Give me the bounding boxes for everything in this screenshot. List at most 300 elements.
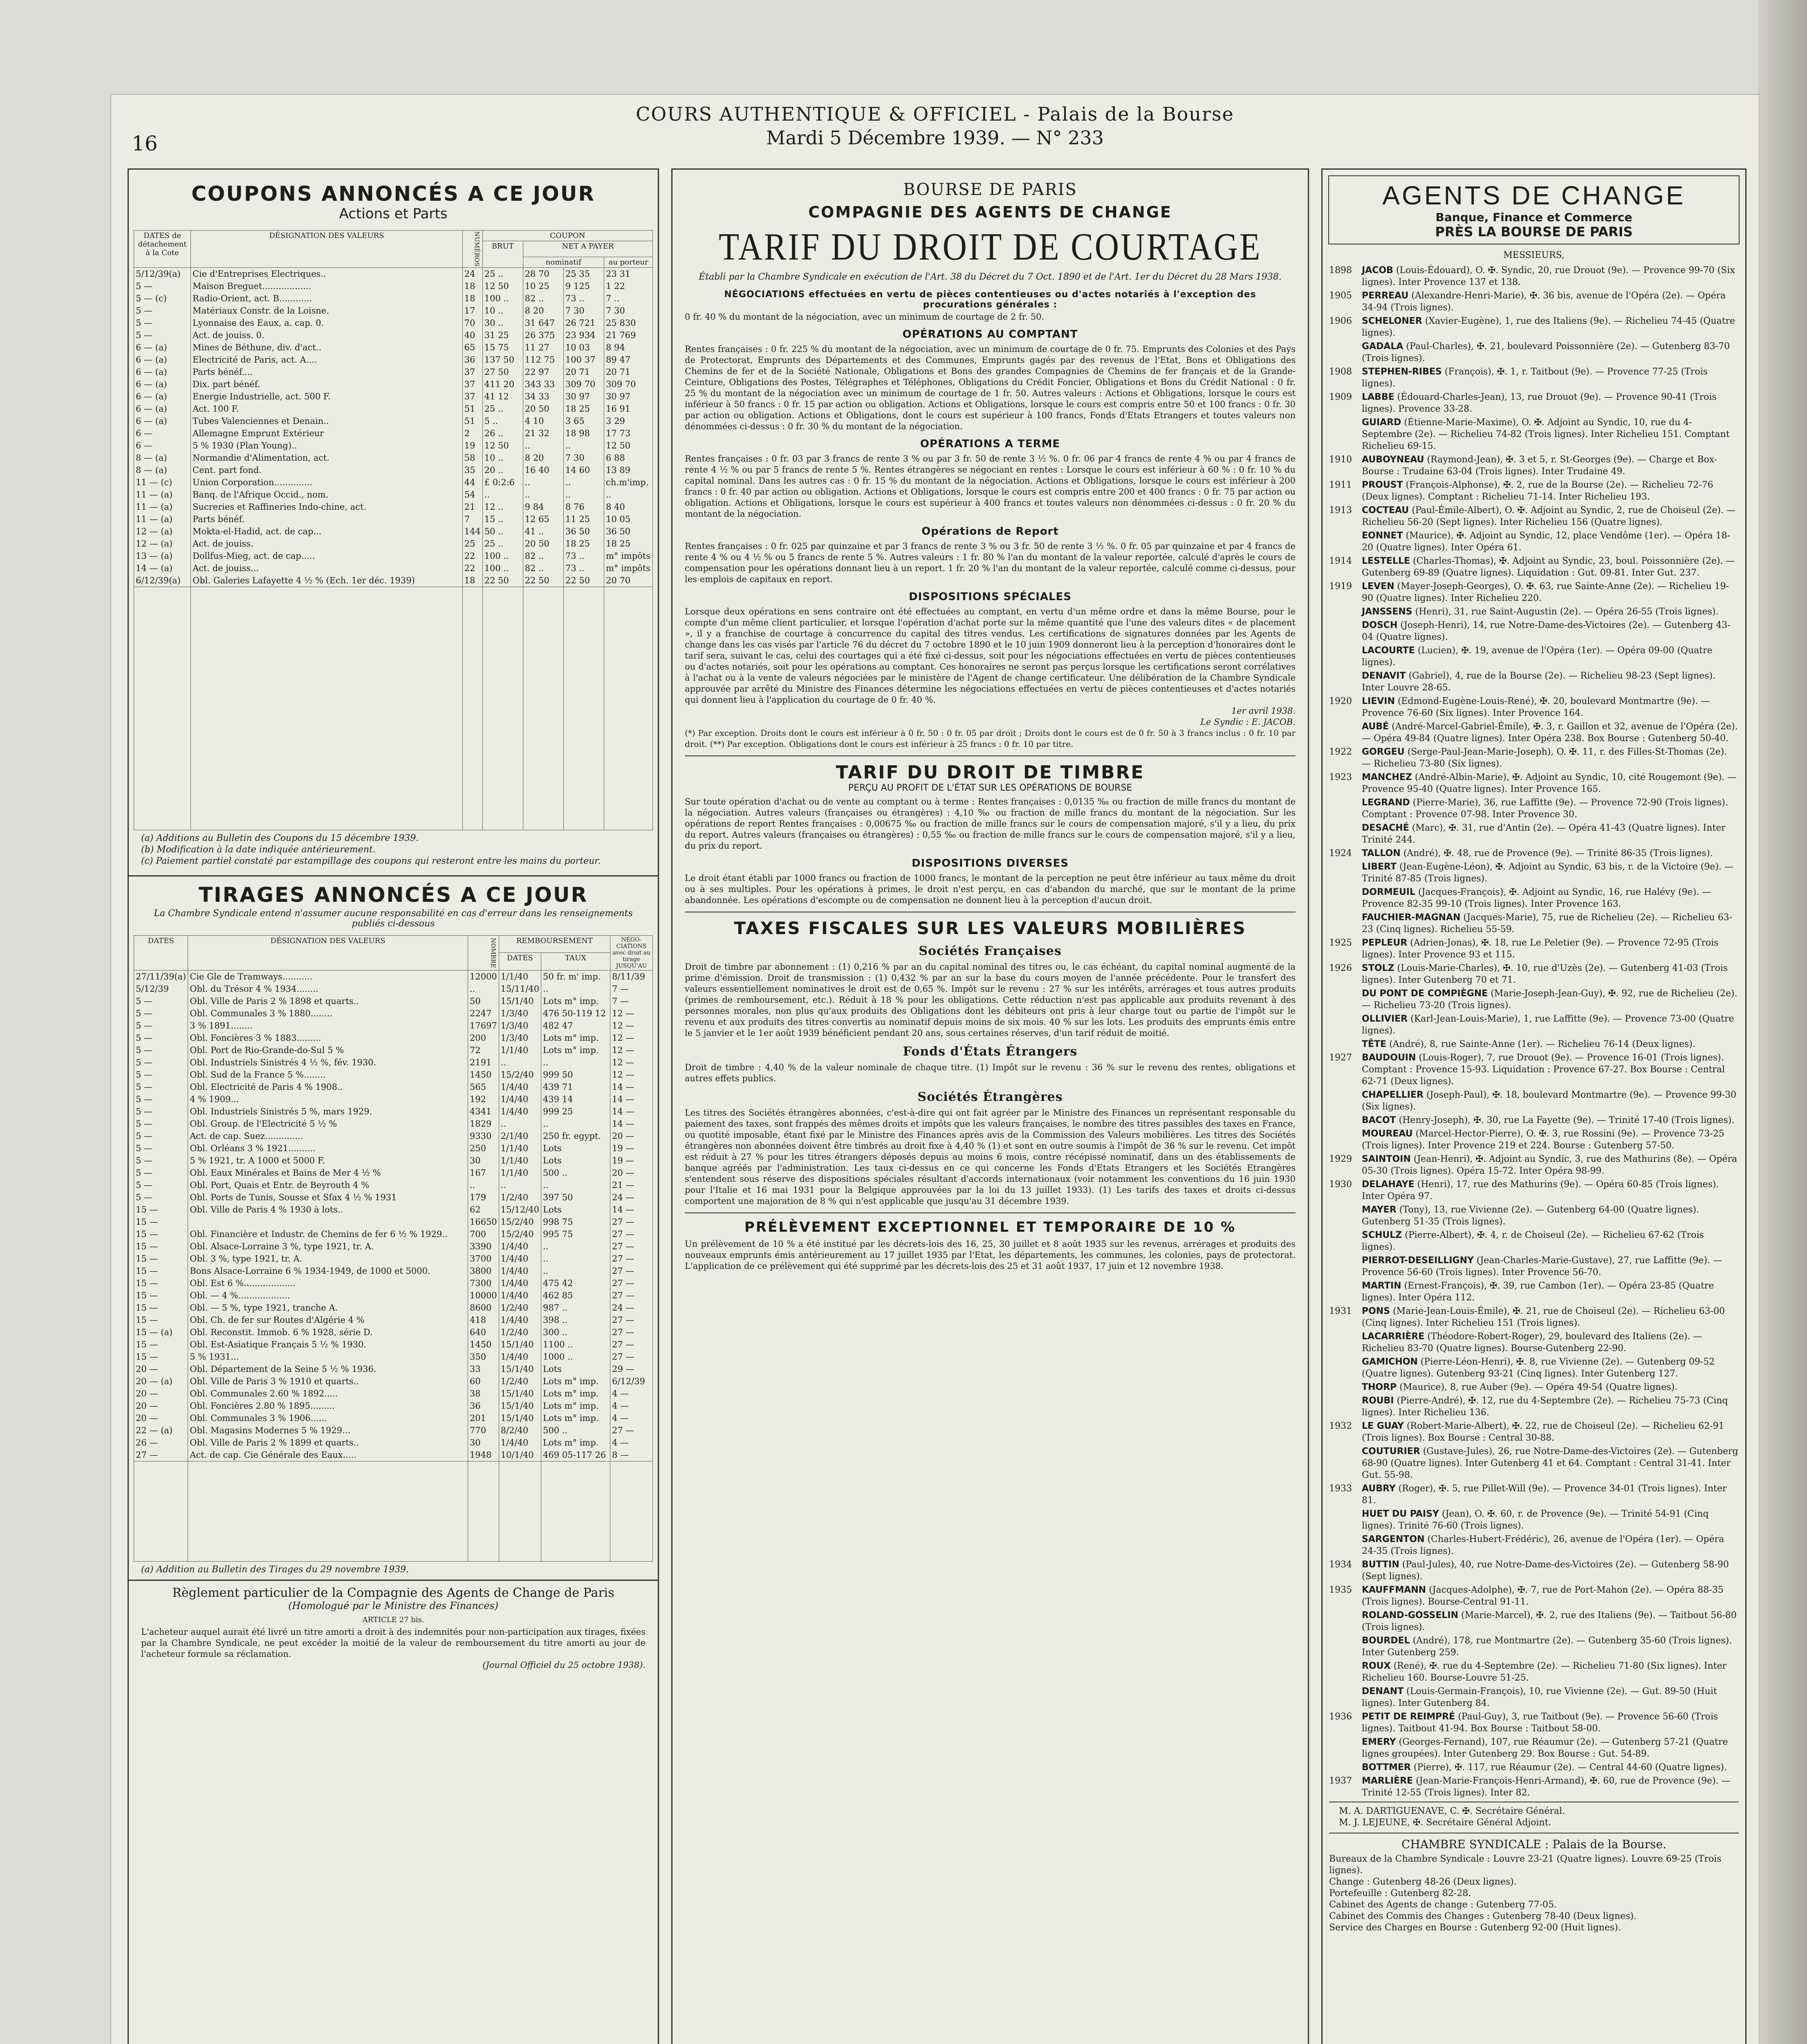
tirage-cell: Obl. Sud de la France 5 %........	[188, 1069, 468, 1081]
tirage-row	[134, 1130, 653, 1142]
tirage-cell: ..	[499, 1056, 541, 1069]
coupon-row	[134, 305, 653, 317]
reglement-article: ARTICLE 27 bis.	[362, 1615, 424, 1624]
coupon-cell: Normandie d'Alimentation, act.	[191, 452, 463, 464]
coupon-cell: 7 30	[563, 452, 604, 464]
tirage-cell: 15 —	[134, 1302, 188, 1314]
coupon-cell: ..	[563, 439, 604, 452]
tirage-cell: 7300	[468, 1277, 499, 1289]
coupon-cell: Lyonnaise des Eaux, a. cap. 0.	[191, 317, 463, 329]
diverses-text: Le droit étant établi par 1000 francs ou fraction de 1000 francs, le montant de la perception ne peut être inférieur au taux même du droit ou à ses multiples. Pour les opérations à primes, le droit n'est perçu, en cas d'abandon du marché, que sur le montant de la prime abandonnée. Les opérations d'escompte ou de compensation ne donnent lieu à la perception d'aucun droit.	[685, 873, 1296, 905]
coupon-row	[134, 513, 653, 525]
tirage-cell: Obl. Group. de l'Electricité 5 ½ %	[188, 1118, 468, 1130]
tirage-cell	[188, 1216, 468, 1228]
tirage-row	[134, 1105, 653, 1118]
tirage-row	[134, 970, 653, 983]
agent-entry	[1329, 1609, 1739, 1633]
tirage-cell: ..	[541, 1265, 610, 1277]
coupon-cell: 34 33	[523, 390, 563, 403]
agent-entry	[1329, 1280, 1739, 1304]
fonds-text: Droit de timbre : 4,40 % de la valeur nominale de chaque titre. (1) Impôt sur le revenu : 36 % sur le revenu des rentes, obligations et autres effets publics.	[685, 1062, 1296, 1083]
coupon-cell: 18	[462, 292, 482, 305]
tirage-row	[134, 1314, 653, 1326]
tirages-note: (a) Addition au Bulletin des Tirages du 29 novembre 1939.	[141, 1564, 409, 1575]
tirage-cell: 1450	[468, 1338, 499, 1351]
col-designation: DÉSIGNATION DES VALEURS	[191, 231, 463, 268]
tirage-cell: Lots m° imp.	[541, 1032, 610, 1044]
tirage-cell: 8600	[468, 1302, 499, 1314]
tirage-cell: 1/4/40	[499, 1253, 541, 1265]
agent-name: AUBÉ	[1362, 722, 1389, 732]
tirage-cell: 4 —	[610, 1400, 653, 1412]
agent-entry	[1329, 886, 1739, 910]
tirage-cell: 33	[468, 1363, 499, 1375]
agent-entry	[1329, 1635, 1739, 1659]
coupon-cell: 36 50	[604, 525, 653, 538]
agent-details: (Tony), 13, rue Vivienne (2e). — Gutenberg 64-00 (Quatre lignes). Gutenberg 51-35 (Trois lignes).	[1362, 1205, 1699, 1227]
coupon-cell: 2	[462, 427, 482, 439]
tirage-cell: 5 —	[134, 1069, 188, 1081]
tirage-cell: Lots m° imp.	[541, 1044, 610, 1056]
report-text: Rentes françaises : 0 fr. 025 par quinzaine et par 3 francs de rente 3 % ou 3 fr. 50 de rente 3 ½ %. 0 fr. 05 par quinzaine et par 4 francs de rente 4 % ou 4 ½ % ou 5 francs de rente 5 %. Autres valeurs : 1 fr. 80 % l'an du montant de la valeur reportée, calculé d'après le cours de compensation pour les opérations donnant lieu à un report. 1 fr. 20 % l'an du montant de la valeur reportée, calculé comme ci-dessus, pour les emplois de capitaux en report.	[685, 541, 1296, 584]
secretary-general: M. A. DARTIGUENAVE, C. ✠. Secrétaire Général.	[1339, 1806, 1565, 1816]
agent-details: (Maurice), 8, rue Auber (9e). — Opéra 49-54 (Quatre lignes).	[1399, 1382, 1678, 1392]
coupon-row	[134, 501, 653, 513]
tirage-cell: 12000	[468, 970, 499, 983]
tirage-cell: Cie Gle de Tramways...........	[188, 970, 468, 983]
agent-name: LABBE	[1362, 392, 1394, 402]
speciales-text: Lorsque deux opérations en sens contraire ont été effectuées au comptant, en vertu d'un même ordre et dans la même Bourse, pour le compte d'un même client particulier, et lorsque l'opération d'achat porte sur la même quantité que l'une des valeurs dites « de placement », il y a franchise de courtage à concurrence du capital des titres vendus. Les certifications de signatures données par les Agents de change dans les cas visés par l'article 76 du décret du 7 octobre 1890 et le 10 juin 1909 donneront lieu à la perception d'honoraires dont le tarif sera, suivant le cas, celui des courtages qui a été fixé ci-dessus, soit pour les négociations effectuées en vertu de pièces contentieuses ou d'actes notariés, soit pour les opérations au comptant. Ces honoraires ne seront pas perçus lorsque les certifications seront corrélatives à l'achat ou à la vente de valeurs négociées par le ministère de l'Agent de change certificateur. Une délibération de la Chambre Syndicale approuvée par arrêté du Ministre des Finances détermine les négociations effectuées en vertu de pièces contentieuses et d'actes notariés qui donnent lieu à l'application du courtage de 0 fr. 40 %.	[685, 607, 1296, 705]
coupon-cell: 23 934	[563, 329, 604, 341]
agent-details: (Paul-Émile-Albert), O. ✠. Adjoint au Syndic, 2, rue de Choiseul (2e). — Richelieu 56-20 (Sept lignes). Inter Richelieu 156 (Quatre lignes).	[1362, 505, 1736, 527]
agent-year: 1936	[1329, 1712, 1352, 1722]
agent-details: (Étienne-Marie-Maxime), O. ✠. Adjoint au Syndic, 10, rue du 4-Septembre (2e). — Richelieu 74-82 (Trois lignes). Inter Richelieu 151. Comptant Richelieu 69-15.	[1362, 417, 1730, 451]
tirage-cell: 20 — (a)	[134, 1375, 188, 1387]
agent-name: DU PONT DE COMPIÈGNE	[1362, 988, 1488, 999]
negociations-text: 0 fr. 40 % du montant de la négociation, avec un minimum de courtage de 2 fr. 50.	[685, 312, 1045, 322]
coupon-row	[134, 525, 653, 538]
tirage-cell: ..	[541, 1240, 610, 1253]
tirage-row	[134, 1351, 653, 1363]
agent-name: EONNET	[1362, 531, 1403, 541]
coupon-cell: 6 — (a)	[134, 390, 191, 403]
agent-details: (Jacques-François), ✠. Adjoint au Syndic, 16, rue Halévy (9e). — Provence 82-35 99-10 (Trois lignes). Inter Provence 163.	[1362, 887, 1711, 909]
coupon-cell: 144	[462, 525, 482, 538]
agent-entry	[1329, 1013, 1739, 1037]
tirage-cell: 50 fr. m' imp.	[541, 970, 610, 983]
coupon-row	[134, 378, 653, 390]
agent-year: 1935	[1329, 1585, 1352, 1595]
coupon-cell: 10 ..	[482, 305, 523, 317]
coupon-cell: 70	[462, 317, 482, 329]
coupon-cell: ..	[482, 489, 523, 501]
agent-name: ROUBI	[1362, 1396, 1394, 1406]
tirage-cell: 200	[468, 1032, 499, 1044]
coupon-row	[134, 354, 653, 366]
tirage-row	[134, 1326, 653, 1338]
coupon-cell: 20 ..	[482, 464, 523, 476]
coupon-cell: 12 65	[523, 513, 563, 525]
coupon-cell: ..	[523, 489, 563, 501]
coupon-cell: 50 ..	[482, 525, 523, 538]
agent-entry	[1329, 530, 1739, 554]
agent-details: (Jean-Eugène-Léon), ✠. Adjoint au Syndic, 63 bis, r. de la Victoire (9e). — Trinité 87-85 (Trois lignes).	[1362, 862, 1733, 884]
coupon-row	[134, 390, 653, 403]
chambre-line: Bureaux de la Chambre Syndicale : Louvre 23-21 (Quatre lignes). Louvre 69-25 (Trois lignes).	[1329, 1854, 1722, 1876]
tirage-cell: 201	[468, 1412, 499, 1424]
agent-name: TÊTE	[1362, 1039, 1387, 1049]
agent-details: (Edmond-Eugène-Louis-René), ✠. 20, boulevard Montmartre (9e). — Provence 76-60 (Six lignes). Inter Provence 164.	[1362, 696, 1710, 718]
timbre-subtitle: PERÇU AU PROFIT DE L'ÉTAT SUR LES OPÉRATIONS DE BOURSE	[848, 783, 1132, 793]
tirage-cell: 3800	[468, 1265, 499, 1277]
coupon-cell: ..	[604, 489, 653, 501]
agent-name: MOUREAU	[1362, 1129, 1413, 1139]
agent-name: DENANT	[1362, 1686, 1404, 1697]
tirage-cell: 2/1/40	[499, 1130, 541, 1142]
tirage-row	[134, 1289, 653, 1302]
coupon-cell: 22 50	[523, 574, 563, 587]
tirage-cell: 12 —	[610, 1069, 653, 1081]
tirage-row	[134, 1437, 653, 1449]
agent-name: COUTURIER	[1362, 1446, 1420, 1457]
tirage-cell: 1948	[468, 1449, 499, 1461]
agent-entry	[1329, 1038, 1739, 1050]
agent-details: (Jacques-Marie), 75, rue de Richelieu (2e). — Richelieu 63-23 (Cinq lignes). Richelieu 55-59.	[1362, 912, 1733, 935]
coupon-cell: ..	[523, 439, 563, 452]
tirage-cell: 12 —	[610, 1056, 653, 1069]
reglement-text: L'acheteur auquel aurait été livré un titre amorti a droit à des indemnités pour non-participation aux tirages, fixées par la Chambre Syndicale, ne peut excéder la moitié de la valeur de remboursement du titre amorti au jour de l'acheteur formule sa réclamation.	[141, 1627, 646, 1659]
terme-text: Rentes françaises : 0 fr. 03 par 3 francs de rente 3 % ou par 3 fr. 50 de rente 3 ½ %. 0 fr. 06 par 4 francs de rente 4 % ou par 4 francs de rente 4 ½ % ou par 5 francs de rente 5 %. Rentes étrangères se négociant en rentes : Lorsque le cours est inférieur à 60 % : 0 fr. 10 % du capital nominal. Dans les autres cas : 0 fr. 15 % du montant de la négociation. Actions et Obligations, lorsque le cours est inférieur à 200 francs : 0 fr. 40 par action ou obligation. Actions et Obligations, lorsque le cours est compris entre 200 et 400 francs : 0 fr. 75 par action ou obligation. Actions et Obligations, lorsque le cours est supérieur à 400 francs et toutes valeurs non dénommées ci-dessus : 0 fr. 20 % du montant de la négociation.	[685, 454, 1296, 519]
tirage-cell: 14 —	[610, 1118, 653, 1130]
tirage-cell: 15 —	[134, 1216, 188, 1228]
coupon-cell: 41 ..	[523, 525, 563, 538]
coupon-cell: Matériaux Constr. de la Loisne.	[191, 305, 463, 317]
coupon-cell: 100 37	[563, 354, 604, 366]
agent-year: 1911	[1329, 480, 1352, 490]
tirage-cell: 1/4/40	[499, 1081, 541, 1093]
agent-entry	[1329, 1229, 1739, 1253]
coupon-cell: 9 84	[523, 501, 563, 513]
agent-entry	[1329, 1446, 1739, 1481]
tirage-cell: 500 ..	[541, 1424, 610, 1437]
coupon-cell: 26 ..	[482, 427, 523, 439]
agent-details: (Henri), 17, rue des Mathurins (9e). — Opéra 60-85 (Trois lignes). Inter Opéra 97.	[1362, 1179, 1719, 1201]
coupon-cell: 37	[462, 378, 482, 390]
agent-entry	[1329, 1381, 1739, 1393]
agent-details: (Marc), ✠. 31, rue d'Antin (2e). — Opéra 41-43 (Quatre lignes). Inter Trinité 244.	[1362, 823, 1726, 845]
agent-name: MARTIN	[1362, 1281, 1401, 1291]
tirages-table	[134, 935, 653, 1562]
coupon-cell: 6 — (a)	[134, 341, 191, 354]
tirage-cell: 15 —	[134, 1277, 188, 1289]
coupon-row	[134, 415, 653, 427]
coupon-cell: 37	[462, 390, 482, 403]
page-number: 16	[132, 132, 158, 155]
tirage-cell: 15 —	[134, 1240, 188, 1253]
tirage-cell: 15 —	[134, 1338, 188, 1351]
tirage-cell: 16650	[468, 1216, 499, 1228]
tirage-cell: 5 —	[134, 1118, 188, 1130]
tirage-cell: 1/1/40	[499, 1154, 541, 1167]
tirage-cell: 1/2/40	[499, 1375, 541, 1387]
taxes-title: TAXES FISCALES SUR LES VALEURS MOBILIÈRES	[734, 918, 1247, 938]
tirage-cell: Bons Alsace-Lorraine 6 % 1934-1949, de 1000 et 5000.	[188, 1265, 468, 1277]
coupon-cell: 6 88	[604, 452, 653, 464]
tirage-cell: 1100 ..	[541, 1338, 610, 1351]
agent-entry	[1329, 1559, 1739, 1582]
col-nominatif: nominatif	[523, 257, 604, 267]
tirage-cell: 27 —	[610, 1338, 653, 1351]
agent-details: (Paul-Guy), 3, rue Taitbout (9e). — Provence 56-60 (Trois lignes). Taitbout 41-94. Box Bourse : Taitbout 58-00.	[1362, 1712, 1718, 1734]
tirage-cell: 5 —	[134, 1105, 188, 1118]
agent-name: DENAVIT	[1362, 671, 1406, 681]
agent-entry	[1329, 290, 1739, 314]
tirage-cell: 14 —	[610, 1093, 653, 1105]
tirage-row	[134, 1400, 653, 1412]
page-header	[111, 103, 1759, 149]
tirage-cell: 15 —	[134, 1228, 188, 1240]
agent-details: (Louis-Roger), 7, rue Drouot (9e). — Provence 16-01 (Trois lignes). Comptant : Provence 15-93. Liquidation : Provence 67-27. Box Bourse : Central 62-71 (Deux lignes).	[1362, 1053, 1725, 1087]
agent-year: 1927	[1329, 1053, 1352, 1063]
coupon-row	[134, 550, 653, 562]
tirage-cell: 476 50-119 12	[541, 1007, 610, 1020]
tirage-cell: 5 —	[134, 1154, 188, 1167]
tirage-cell: Obl. Communales 3 % 1880........	[188, 1007, 468, 1020]
coupon-cell: Parts bénéf.	[191, 513, 463, 525]
tirage-cell: 397 50	[541, 1191, 610, 1204]
tirage-cell: 6/12/39	[610, 1375, 653, 1387]
agent-details: (Gabriel), 4, rue de la Bourse (2e). — Richelieu 98-23 (Sept lignes). Inter Louvre 28-65.	[1362, 671, 1716, 693]
tirage-row	[134, 1142, 653, 1154]
agent-details: (Jean-Marie-François-Henri-Armand), ✠. 60, rue de Provence (9e). — Trinité 12-55 (Trois lignes). Inter 82.	[1362, 1776, 1731, 1797]
coupon-row	[134, 464, 653, 476]
agents-sub2: PRÈS LA BOURSE DE PARIS	[1435, 224, 1633, 240]
tirage-cell: Obl. Ville de Paris 2 % 1898 et quarts..	[188, 995, 468, 1007]
coupon-cell: Tubes Valenciennes et Denain..	[191, 415, 463, 427]
tirage-cell: Lots m° imp.	[541, 1387, 610, 1400]
agent-name: LIEVIN	[1362, 696, 1395, 706]
tirage-cell: 38	[468, 1387, 499, 1400]
coupon-cell: Act. de jouiss...	[191, 562, 463, 574]
coupon-cell: 73 ..	[563, 292, 604, 305]
coupon-row	[134, 489, 653, 501]
coupon-cell: Mokta-el-Hadid, act. de cap...	[191, 525, 463, 538]
tirage-cell: 5 —	[134, 1142, 188, 1154]
agent-entry	[1329, 555, 1739, 579]
agent-details: (Jean), O. ✠. 60, r. de Provence (9e). — Trinité 54-91 (Cinq lignes). Trinité 76-60 (Trois lignes).	[1362, 1509, 1709, 1531]
coupon-cell: 8 40	[604, 501, 653, 513]
coupon-cell: 82 ..	[523, 292, 563, 305]
tirage-cell: Lots m° imp.	[541, 1375, 610, 1387]
agent-year: 1934	[1329, 1560, 1352, 1570]
agent-entry	[1329, 670, 1739, 694]
tirage-cell: 5 % 1921, tr. A 1000 et 5000 F.	[188, 1154, 468, 1167]
coupon-cell: 309 70	[604, 378, 653, 390]
agent-entry	[1329, 1685, 1739, 1709]
negociations-heading: NÉGOCIATIONS effectuées en vertu de pièces contentieuses ou d'actes notariés à l'exception des procurations générales :	[724, 289, 1256, 310]
coupon-cell: 6 — (a)	[134, 415, 191, 427]
coupon-cell: 82 ..	[523, 550, 563, 562]
coupon-cell: 12 — (a)	[134, 538, 191, 550]
agent-entry	[1329, 962, 1739, 986]
coupon-cell: Maison Breguet..................	[191, 280, 463, 292]
tirage-cell: 19 —	[610, 1154, 653, 1167]
agent-details: (André-Albin-Marie), ✠. Adjoint au Syndic, 10, cité Rougemont (9e). — Provence 95-40 (Quatre lignes). Inter Provence 165.	[1362, 772, 1737, 794]
coupon-cell: Mines de Béthune, div. d'act..	[191, 341, 463, 354]
tirage-cell: 50	[468, 995, 499, 1007]
tirage-cell: 8 —	[610, 1449, 653, 1461]
agent-year: 1919	[1329, 581, 1352, 592]
coupon-row	[134, 267, 653, 280]
tirage-row	[134, 1032, 653, 1044]
coupon-cell: 22 50	[563, 574, 604, 587]
agent-year: 1930	[1329, 1179, 1352, 1190]
agent-name: BOTTMER	[1362, 1762, 1411, 1773]
middle-column	[671, 168, 1309, 2044]
coupon-cell: 6 — (a)	[134, 378, 191, 390]
agent-details: (Paul-Charles), ✠. 21, boulevard Poissonnière (2e). — Gutenberg 83-70 (Trois lignes).	[1362, 341, 1730, 363]
tirage-cell: 5/12/39	[134, 983, 188, 995]
agent-name: PEPLEUR	[1362, 938, 1408, 948]
tirage-cell: 1/4/40	[499, 1277, 541, 1289]
coupon-cell: Act. de jouiss. 0.	[191, 329, 463, 341]
tirage-cell: 15 —	[134, 1314, 188, 1326]
tirage-cell: 1/2/40	[499, 1302, 541, 1314]
coupons-title: COUPONS ANNONCÉS A CE JOUR	[191, 182, 595, 206]
agent-details: (Pierre-André), ✠. 12, rue du 4-Septembre (2e). — Richelieu 75-73 (Cinq lignes). Inter Richelieu 136.	[1362, 1396, 1728, 1418]
coupon-cell: 18 25	[563, 403, 604, 415]
agent-name: LEVEN	[1362, 581, 1394, 592]
agent-name: BUTTIN	[1362, 1560, 1399, 1570]
agent-year: 1905	[1329, 291, 1352, 301]
agent-entry	[1329, 606, 1739, 618]
tirage-cell: 8/2/40	[499, 1424, 541, 1437]
agent-name: AUBRY	[1362, 1484, 1396, 1494]
agent-name: STOLZ	[1362, 963, 1394, 973]
agent-details: (Édouard-Charles-Jean), 13, rue Drouot (9e). — Provence 90-41 (Trois lignes). Provence 33-28.	[1362, 392, 1717, 414]
agent-name: GUIARD	[1362, 417, 1401, 428]
tirage-cell: Obl. — 5 %, type 1921, tranche A.	[188, 1302, 468, 1314]
tirage-cell: 5 —	[134, 1179, 188, 1191]
tirage-cell: 15/11/40	[499, 983, 541, 995]
tirage-cell: 1000 ..	[541, 1351, 610, 1363]
coupons-subtitle: Actions et Parts	[339, 206, 448, 222]
agent-details: (Robert-Marie-Albert), ✠. 22, rue de Choiseul (2e). — Richelieu 62-91 (Trois lignes). Box Bourse : Central 30-88.	[1362, 1421, 1724, 1443]
tirage-cell: 36	[468, 1400, 499, 1412]
col-t-nombre: NOMBRE	[468, 935, 499, 970]
tirage-cell: Obl. Ville de Paris 4 % 1930 à lots..	[188, 1204, 468, 1216]
agent-name: DORMEUIL	[1362, 887, 1415, 897]
tirage-cell: Obl. du Trésor 4 % 1934........	[188, 983, 468, 995]
tirage-row	[134, 1081, 653, 1093]
agent-name: CHAPELLIER	[1362, 1090, 1424, 1100]
agent-details: (Joseph-Paul), ✠. 18, boulevard Montmartre (9e). — Provence 99-30 (Six lignes).	[1362, 1090, 1737, 1112]
agent-entry	[1329, 454, 1739, 477]
tirage-row	[134, 1056, 653, 1069]
coupon-cell: 20 71	[563, 366, 604, 378]
syndic-signature: Le Syndic : E. JACOB.	[1200, 717, 1296, 727]
coupon-cell: ..	[563, 476, 604, 489]
newspaper-page	[110, 94, 1760, 2044]
coupon-cell: 4 10	[523, 415, 563, 427]
agent-details: (Serge-Paul-Jean-Marie-Joseph), O. ✠. 11, r. des Filles-St-Thomas (2e). — Richelieu 73-80 (Six lignes).	[1362, 747, 1727, 769]
coupon-cell: Electricité de Paris, act. A....	[191, 354, 463, 366]
coupon-row	[134, 317, 653, 329]
coupon-cell: 36 50	[563, 525, 604, 538]
coupon-cell: 25	[462, 538, 482, 550]
agent-details: (René), ✠. rue du 4-Septembre (2e). — Richelieu 71-80 (Six lignes). Inter Richelieu 160. Bourse-Louvre 51-25.	[1362, 1661, 1727, 1683]
coupon-cell: 18 25	[563, 538, 604, 550]
agent-name: DESACHÉ	[1362, 823, 1409, 833]
coupon-cell: Allemagne Emprunt Extérieur	[191, 427, 463, 439]
soc-fr-text: Droit de timbre par abonnement : (1) 0,216 % par an du capital nominal des titres ou, le cas échéant, du capital nominal augmenté de la prime d'émission. Droit de transmission : (1) 0,432 % par an sur la base du cours moyen de l'année précédente. Pour le transfert des valeurs essentiellement nominatives le droit est de 0,65 %. Impôt sur le revenu : 27 % sur les intérêts, arrérages et tous autres produits (primes de remboursement, etc.). Réduit à 18 % pour les obligations. Cette réduction n'est pas applicable aux produits revenant à des personnes morales, non plus qu'aux produits des Obligations dont les débiteurs ont pris à leur charge tout ou partie de l'impôt sur le revenu et aux produits des titres convertis au nominatif depuis moins de six mois. 40 % sur les lots. Les produits des emprunts émis entre le 5 janvier et le 1er août 1939 bénéficient pendant 20 ans, sous certaines réserves, d'un tarif réduit de moitié.	[685, 962, 1296, 1038]
agent-details: (André), ✠. 48, rue de Provence (9e). — Trinité 86-35 (Trois lignes).	[1403, 848, 1713, 858]
tirage-cell: 5 —	[134, 1093, 188, 1105]
agent-details: (Xavier-Eugène), 1, rue des Italiens (9e). — Richelieu 74-45 (Quatre lignes).	[1362, 316, 1735, 338]
tirage-row	[134, 1204, 653, 1216]
coupon-row	[134, 427, 653, 439]
coupon-cell: Parts bénéf....	[191, 366, 463, 378]
tirage-cell: 14 —	[610, 1105, 653, 1118]
agent-name: LACARRIÈRE	[1362, 1331, 1425, 1342]
agent-entry	[1329, 847, 1739, 859]
agents-title: AGENTS DE CHANGE	[1382, 181, 1686, 210]
tirage-cell: 1/4/40	[499, 1351, 541, 1363]
tirage-cell: Obl. Communales 3 % 1906......	[188, 1412, 468, 1424]
agent-entry	[1329, 1128, 1739, 1152]
agent-name: ROLAND-GOSSELIN	[1362, 1610, 1459, 1620]
agent-name: MAYER	[1362, 1205, 1397, 1215]
coupon-cell: 35	[462, 464, 482, 476]
coupon-cell: 343 33	[523, 378, 563, 390]
tirage-cell: 999 25	[541, 1105, 610, 1118]
chambre-line: Portefeuille : Gutenberg 82-28.	[1329, 1888, 1471, 1898]
tirage-cell: 15 —	[134, 1253, 188, 1265]
secretary-general-adjoint: M. J. LEJEUNE, ✠. Secrétaire Général Adjoint.	[1339, 1818, 1551, 1828]
coupon-cell: 20 50	[523, 403, 563, 415]
tirage-cell: 5 —	[134, 995, 188, 1007]
tirage-cell: ..	[499, 1179, 541, 1191]
agent-details: (Ernest-François), ✠. 39, rue Cambon (1er). — Opéra 23-85 (Quatre lignes). Inter Opéra 112.	[1362, 1281, 1714, 1303]
tirage-row	[134, 1387, 653, 1400]
agent-year: 1913	[1329, 505, 1352, 515]
agent-name: MARLIÈRE	[1362, 1776, 1413, 1786]
tirage-cell: 999 50	[541, 1069, 610, 1081]
coupons-table	[134, 230, 653, 830]
coupon-cell: 22	[462, 562, 482, 574]
coupon-cell: 5 % 1930 (Plan Young)..	[191, 439, 463, 452]
coupon-row	[134, 476, 653, 489]
tirage-row	[134, 1338, 653, 1351]
coupon-cell: 20 50	[523, 538, 563, 550]
agent-details: (Raymond-Jean), ✠. 3 et 5, r. St-Georges (9e). — Charge et Box-Bourse : Trudaine 63-04 (Trois lignes). Inter Trudaine 49.	[1362, 455, 1717, 477]
agent-entry	[1329, 1114, 1739, 1126]
soc-etr-title: Sociétés Étrangères	[917, 1090, 1063, 1104]
tirage-cell: 60	[468, 1375, 499, 1387]
tirage-cell: 5 —	[134, 1167, 188, 1179]
tirage-cell: 300 ..	[541, 1326, 610, 1338]
tirage-cell: Obl. Magasins Modernes 5 % 1929...	[188, 1424, 468, 1437]
coupon-cell: 11 25	[563, 513, 604, 525]
coupon-row	[134, 452, 653, 464]
agent-entry	[1329, 1331, 1739, 1354]
col-t-remboursement: REMBOURSEMENT	[499, 935, 610, 953]
coupon-cell: 17 73	[604, 427, 653, 439]
coupon-cell: 8 76	[563, 501, 604, 513]
tirage-cell: 27 —	[610, 1351, 653, 1363]
tirage-cell: 27/11/39(a)	[134, 970, 188, 983]
coupon-cell: 5/12/39(a)	[134, 267, 191, 280]
